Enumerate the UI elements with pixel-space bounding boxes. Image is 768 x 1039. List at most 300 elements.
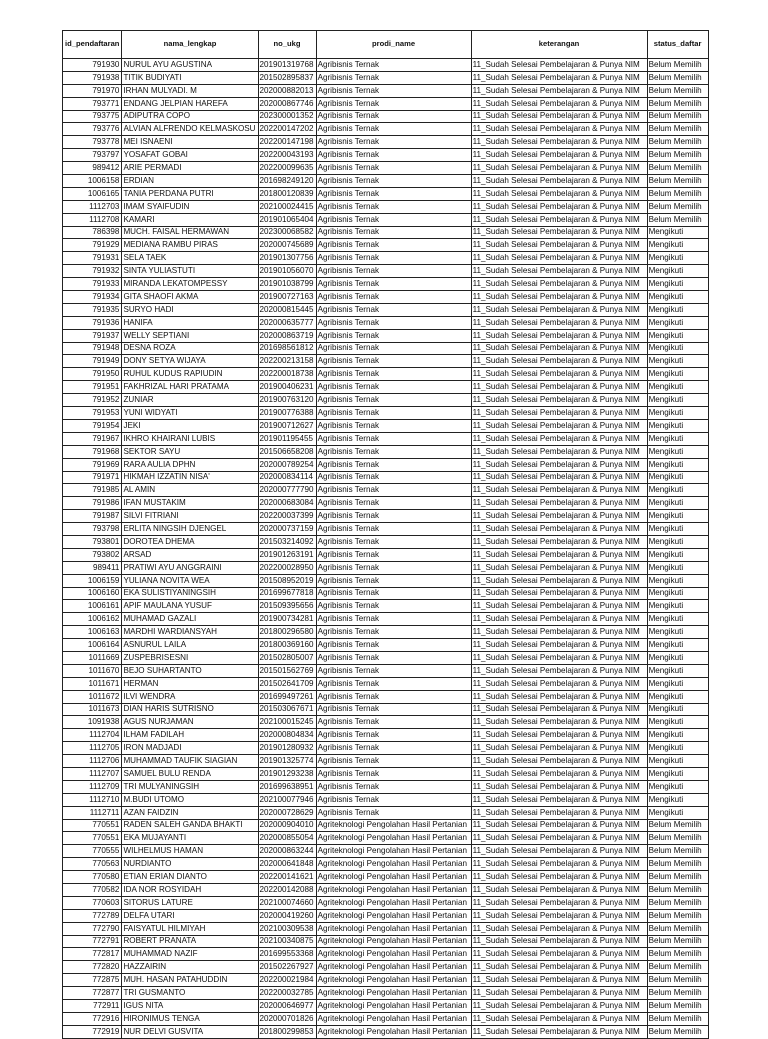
cell-status-daftar: Mengikuti bbox=[647, 278, 708, 291]
cell-prodi-name: Agribisnis Ternak bbox=[316, 755, 471, 768]
cell-id-pendaftaran: 1006162 bbox=[63, 613, 122, 626]
cell-keterangan: 11_Sudah Selesai Pembelajaran & Punya NIM bbox=[471, 291, 647, 304]
cell-id-pendaftaran: 791967 bbox=[63, 432, 122, 445]
cell-prodi-name: Agribisnis Ternak bbox=[316, 690, 471, 703]
table-row bbox=[63, 690, 709, 703]
cell-prodi-name: Agriteknologi Pengolahan Hasil Pertanian bbox=[316, 935, 471, 948]
table-row bbox=[63, 381, 709, 394]
cell-no-ukg: 202300001352 bbox=[258, 110, 316, 123]
cell-prodi-name: Agribisnis Ternak bbox=[316, 729, 471, 742]
table-row bbox=[63, 742, 709, 755]
table-row bbox=[63, 187, 709, 200]
cell-no-ukg: 202000789254 bbox=[258, 458, 316, 471]
cell-no-ukg: 201900734281 bbox=[258, 613, 316, 626]
cell-nama-lengkap: EKA MUJAYANTI bbox=[122, 832, 258, 845]
table-row bbox=[63, 574, 709, 587]
cell-no-ukg: 201502267927 bbox=[258, 961, 316, 974]
cell-id-pendaftaran: 791970 bbox=[63, 84, 122, 97]
table-row bbox=[63, 149, 709, 162]
cell-no-ukg: 202000777790 bbox=[258, 484, 316, 497]
cell-keterangan: 11_Sudah Selesai Pembelajaran & Punya NIM bbox=[471, 690, 647, 703]
cell-nama-lengkap: NURUL AYU AGUSTINA bbox=[122, 59, 258, 72]
cell-no-ukg: 201502641709 bbox=[258, 677, 316, 690]
table-row bbox=[63, 561, 709, 574]
header-prodi-name: prodi_name bbox=[316, 31, 471, 59]
cell-nama-lengkap: SITORUS LATURE bbox=[122, 896, 258, 909]
cell-no-ukg: 201508952019 bbox=[258, 574, 316, 587]
cell-keterangan: 11_Sudah Selesai Pembelajaran & Punya NIM bbox=[471, 574, 647, 587]
cell-id-pendaftaran: 791936 bbox=[63, 316, 122, 329]
table-row bbox=[63, 896, 709, 909]
cell-prodi-name: Agribisnis Ternak bbox=[316, 561, 471, 574]
cell-nama-lengkap: TANIA PERDANA PUTRI bbox=[122, 187, 258, 200]
cell-keterangan: 11_Sudah Selesai Pembelajaran & Punya NIM bbox=[471, 252, 647, 265]
cell-id-pendaftaran: 770551 bbox=[63, 832, 122, 845]
cell-nama-lengkap: MUHAMMAD NAZIF bbox=[122, 948, 258, 961]
cell-nama-lengkap: FAISYATUL HILMIYAH bbox=[122, 922, 258, 935]
cell-id-pendaftaran: 1011672 bbox=[63, 690, 122, 703]
cell-id-pendaftaran: 791930 bbox=[63, 59, 122, 72]
table-row bbox=[63, 342, 709, 355]
cell-nama-lengkap: IFAN MUSTAKIM bbox=[122, 497, 258, 510]
cell-nama-lengkap: WILHELMUS HAMAN bbox=[122, 845, 258, 858]
cell-keterangan: 11_Sudah Selesai Pembelajaran & Punya NIM bbox=[471, 832, 647, 845]
cell-status-daftar: Belum Memilih bbox=[647, 59, 708, 72]
table-row bbox=[63, 278, 709, 291]
table-row bbox=[63, 626, 709, 639]
cell-keterangan: 11_Sudah Selesai Pembelajaran & Punya NIM bbox=[471, 368, 647, 381]
cell-prodi-name: Agribisnis Ternak bbox=[316, 136, 471, 149]
cell-nama-lengkap: ARIE PERMADI bbox=[122, 162, 258, 175]
cell-nama-lengkap: ETIAN ERIAN DIANTO bbox=[122, 871, 258, 884]
cell-no-ukg: 201901307756 bbox=[258, 252, 316, 265]
cell-id-pendaftaran: 791933 bbox=[63, 278, 122, 291]
table-row bbox=[63, 59, 709, 72]
cell-status-daftar: Mengikuti bbox=[647, 419, 708, 432]
cell-status-daftar: Belum Memilih bbox=[647, 858, 708, 871]
cell-id-pendaftaran: 791934 bbox=[63, 291, 122, 304]
cell-prodi-name: Agribisnis Ternak bbox=[316, 355, 471, 368]
cell-status-daftar: Belum Memilih bbox=[647, 884, 708, 897]
cell-id-pendaftaran: 791953 bbox=[63, 407, 122, 420]
cell-nama-lengkap: M.BUDI UTOMO bbox=[122, 793, 258, 806]
cell-no-ukg: 202000834114 bbox=[258, 471, 316, 484]
cell-prodi-name: Agribisnis Ternak bbox=[316, 265, 471, 278]
cell-status-daftar: Belum Memilih bbox=[647, 123, 708, 136]
table-row bbox=[63, 123, 709, 136]
cell-status-daftar: Mengikuti bbox=[647, 639, 708, 652]
cell-prodi-name: Agribisnis Ternak bbox=[316, 187, 471, 200]
cell-no-ukg: 202100024415 bbox=[258, 200, 316, 213]
table-row bbox=[63, 832, 709, 845]
cell-keterangan: 11_Sudah Selesai Pembelajaran & Punya NIM bbox=[471, 342, 647, 355]
cell-id-pendaftaran: 791949 bbox=[63, 355, 122, 368]
cell-id-pendaftaran: 770563 bbox=[63, 858, 122, 871]
table-row bbox=[63, 458, 709, 471]
cell-id-pendaftaran: 793775 bbox=[63, 110, 122, 123]
cell-id-pendaftaran: 791969 bbox=[63, 458, 122, 471]
cell-status-daftar: Mengikuti bbox=[647, 523, 708, 536]
cell-no-ukg: 202200141621 bbox=[258, 871, 316, 884]
cell-no-ukg: 202100074660 bbox=[258, 896, 316, 909]
cell-id-pendaftaran: 791948 bbox=[63, 342, 122, 355]
cell-status-daftar: Mengikuti bbox=[647, 793, 708, 806]
cell-keterangan: 11_Sudah Selesai Pembelajaran & Punya NIM bbox=[471, 394, 647, 407]
cell-keterangan: 11_Sudah Selesai Pembelajaran & Punya NIM bbox=[471, 419, 647, 432]
header-nama-lengkap: nama_lengkap bbox=[122, 31, 258, 59]
cell-status-daftar: Belum Memilih bbox=[647, 84, 708, 97]
cell-prodi-name: Agribisnis Ternak bbox=[316, 381, 471, 394]
cell-prodi-name: Agribisnis Ternak bbox=[316, 780, 471, 793]
cell-prodi-name: Agribisnis Ternak bbox=[316, 419, 471, 432]
table-row bbox=[63, 548, 709, 561]
cell-prodi-name: Agribisnis Ternak bbox=[316, 278, 471, 291]
cell-id-pendaftaran: 791985 bbox=[63, 484, 122, 497]
cell-prodi-name: Agribisnis Ternak bbox=[316, 71, 471, 84]
cell-nama-lengkap: NURDIANTO bbox=[122, 858, 258, 871]
cell-nama-lengkap: DONY SETYA WIJAYA bbox=[122, 355, 258, 368]
cell-status-daftar: Belum Memilih bbox=[647, 819, 708, 832]
cell-no-ukg: 201698249120 bbox=[258, 175, 316, 188]
table-row bbox=[63, 716, 709, 729]
cell-prodi-name: Agribisnis Ternak bbox=[316, 767, 471, 780]
cell-no-ukg: 202000855054 bbox=[258, 832, 316, 845]
cell-keterangan: 11_Sudah Selesai Pembelajaran & Punya NIM bbox=[471, 935, 647, 948]
cell-nama-lengkap: KAMARI bbox=[122, 213, 258, 226]
cell-keterangan: 11_Sudah Selesai Pembelajaran & Punya NIM bbox=[471, 432, 647, 445]
cell-id-pendaftaran: 772877 bbox=[63, 987, 122, 1000]
cell-status-daftar: Mengikuti bbox=[647, 561, 708, 574]
cell-prodi-name: Agriteknologi Pengolahan Hasil Pertanian bbox=[316, 909, 471, 922]
cell-id-pendaftaran: 791931 bbox=[63, 252, 122, 265]
cell-keterangan: 11_Sudah Selesai Pembelajaran & Punya NIM bbox=[471, 149, 647, 162]
cell-id-pendaftaran: 793778 bbox=[63, 136, 122, 149]
cell-no-ukg: 202200147202 bbox=[258, 123, 316, 136]
cell-keterangan: 11_Sudah Selesai Pembelajaran & Punya NIM bbox=[471, 316, 647, 329]
table-row bbox=[63, 329, 709, 342]
cell-nama-lengkap: SAMUEL BULU RENDA bbox=[122, 767, 258, 780]
cell-id-pendaftaran: 1091938 bbox=[63, 716, 122, 729]
cell-nama-lengkap: IRON MADJADI bbox=[122, 742, 258, 755]
cell-prodi-name: Agribisnis Ternak bbox=[316, 613, 471, 626]
cell-no-ukg: 202200099635 bbox=[258, 162, 316, 175]
cell-keterangan: 11_Sudah Selesai Pembelajaran & Punya NIM bbox=[471, 175, 647, 188]
cell-keterangan: 11_Sudah Selesai Pembelajaran & Punya NIM bbox=[471, 987, 647, 1000]
cell-id-pendaftaran: 772791 bbox=[63, 935, 122, 948]
table-row bbox=[63, 432, 709, 445]
cell-status-daftar: Mengikuti bbox=[647, 381, 708, 394]
cell-id-pendaftaran: 772790 bbox=[63, 922, 122, 935]
table-row bbox=[63, 587, 709, 600]
cell-id-pendaftaran: 989412 bbox=[63, 162, 122, 175]
cell-no-ukg: 201900727163 bbox=[258, 291, 316, 304]
cell-keterangan: 11_Sudah Selesai Pembelajaran & Punya NIM bbox=[471, 458, 647, 471]
cell-status-daftar: Belum Memilih bbox=[647, 948, 708, 961]
cell-id-pendaftaran: 772916 bbox=[63, 1012, 122, 1025]
cell-prodi-name: Agriteknologi Pengolahan Hasil Pertanian bbox=[316, 922, 471, 935]
cell-status-daftar: Belum Memilih bbox=[647, 909, 708, 922]
cell-id-pendaftaran: 793801 bbox=[63, 535, 122, 548]
cell-id-pendaftaran: 793802 bbox=[63, 548, 122, 561]
cell-nama-lengkap: HIKMAH IZZATIN NISA' bbox=[122, 471, 258, 484]
table-row bbox=[63, 987, 709, 1000]
table-row bbox=[63, 922, 709, 935]
cell-id-pendaftaran: 1011669 bbox=[63, 651, 122, 664]
cell-prodi-name: Agriteknologi Pengolahan Hasil Pertanian bbox=[316, 845, 471, 858]
cell-id-pendaftaran: 793798 bbox=[63, 523, 122, 536]
cell-nama-lengkap: NUR DELVI GUSVITA bbox=[122, 1025, 258, 1038]
cell-status-daftar: Belum Memilih bbox=[647, 1025, 708, 1038]
cell-keterangan: 11_Sudah Selesai Pembelajaran & Punya NIM bbox=[471, 961, 647, 974]
cell-id-pendaftaran: 1112704 bbox=[63, 729, 122, 742]
cell-id-pendaftaran: 791935 bbox=[63, 303, 122, 316]
cell-status-daftar: Mengikuti bbox=[647, 574, 708, 587]
cell-status-daftar: Mengikuti bbox=[647, 613, 708, 626]
table-row bbox=[63, 291, 709, 304]
cell-nama-lengkap: SILVI FITRIANI bbox=[122, 510, 258, 523]
cell-status-daftar: Mengikuti bbox=[647, 806, 708, 819]
cell-nama-lengkap: ARSAD bbox=[122, 548, 258, 561]
cell-status-daftar: Belum Memilih bbox=[647, 162, 708, 175]
cell-nama-lengkap: TRI GUSMANTO bbox=[122, 987, 258, 1000]
cell-nama-lengkap: IMAM SYAIFUDIN bbox=[122, 200, 258, 213]
table-row bbox=[63, 407, 709, 420]
table-row bbox=[63, 639, 709, 652]
cell-prodi-name: Agribisnis Ternak bbox=[316, 677, 471, 690]
cell-no-ukg: 202200018738 bbox=[258, 368, 316, 381]
cell-status-daftar: Belum Memilih bbox=[647, 187, 708, 200]
table-row bbox=[63, 767, 709, 780]
cell-status-daftar: Mengikuti bbox=[647, 716, 708, 729]
cell-keterangan: 11_Sudah Selesai Pembelajaran & Punya NIM bbox=[471, 1025, 647, 1038]
cell-keterangan: 11_Sudah Selesai Pembelajaran & Punya NIM bbox=[471, 767, 647, 780]
cell-no-ukg: 202000728629 bbox=[258, 806, 316, 819]
cell-status-daftar: Mengikuti bbox=[647, 329, 708, 342]
cell-nama-lengkap: FAKHRIZAL HARI PRATAMA bbox=[122, 381, 258, 394]
table-row bbox=[63, 110, 709, 123]
table-row bbox=[63, 523, 709, 536]
cell-status-daftar: Mengikuti bbox=[647, 407, 708, 420]
cell-status-daftar: Mengikuti bbox=[647, 316, 708, 329]
cell-keterangan: 11_Sudah Selesai Pembelajaran & Punya NIM bbox=[471, 239, 647, 252]
cell-prodi-name: Agribisnis Ternak bbox=[316, 587, 471, 600]
cell-status-daftar: Belum Memilih bbox=[647, 832, 708, 845]
cell-prodi-name: Agribisnis Ternak bbox=[316, 342, 471, 355]
cell-status-daftar: Mengikuti bbox=[647, 252, 708, 265]
cell-no-ukg: 202000904010 bbox=[258, 819, 316, 832]
cell-nama-lengkap: SELA TAEK bbox=[122, 252, 258, 265]
cell-id-pendaftaran: 1006161 bbox=[63, 600, 122, 613]
cell-keterangan: 11_Sudah Selesai Pembelajaran & Punya NIM bbox=[471, 884, 647, 897]
cell-id-pendaftaran: 791929 bbox=[63, 239, 122, 252]
cell-prodi-name: Agribisnis Ternak bbox=[316, 368, 471, 381]
cell-no-ukg: 202000419260 bbox=[258, 909, 316, 922]
cell-status-daftar: Belum Memilih bbox=[647, 149, 708, 162]
cell-no-ukg: 201502805007 bbox=[258, 651, 316, 664]
cell-id-pendaftaran: 1006165 bbox=[63, 187, 122, 200]
cell-keterangan: 11_Sudah Selesai Pembelajaran & Punya NIM bbox=[471, 59, 647, 72]
table-row bbox=[63, 600, 709, 613]
cell-id-pendaftaran: 772817 bbox=[63, 948, 122, 961]
cell-no-ukg: 201900776388 bbox=[258, 407, 316, 420]
table-row bbox=[63, 471, 709, 484]
table-row bbox=[63, 213, 709, 226]
cell-nama-lengkap: AGUS NURJAMAN bbox=[122, 716, 258, 729]
cell-prodi-name: Agribisnis Ternak bbox=[316, 510, 471, 523]
cell-id-pendaftaran: 770551 bbox=[63, 819, 122, 832]
cell-keterangan: 11_Sudah Selesai Pembelajaran & Punya NIM bbox=[471, 974, 647, 987]
cell-id-pendaftaran: 1006164 bbox=[63, 639, 122, 652]
cell-prodi-name: Agribisnis Ternak bbox=[316, 162, 471, 175]
table-header bbox=[63, 31, 709, 59]
cell-no-ukg: 202000863719 bbox=[258, 329, 316, 342]
cell-prodi-name: Agriteknologi Pengolahan Hasil Pertanian bbox=[316, 832, 471, 845]
cell-keterangan: 11_Sudah Selesai Pembelajaran & Punya NIM bbox=[471, 329, 647, 342]
cell-keterangan: 11_Sudah Selesai Pembelajaran & Punya NIM bbox=[471, 278, 647, 291]
cell-prodi-name: Agribisnis Ternak bbox=[316, 664, 471, 677]
table-row bbox=[63, 729, 709, 742]
cell-nama-lengkap: ERLITA NINGSIH DJENGEL bbox=[122, 523, 258, 536]
cell-no-ukg: 201699677818 bbox=[258, 587, 316, 600]
cell-nama-lengkap: TITIK BUDIYATI bbox=[122, 71, 258, 84]
cell-nama-lengkap: WELLY SEPTIANI bbox=[122, 329, 258, 342]
cell-nama-lengkap: TRI MULYANINGSIH bbox=[122, 780, 258, 793]
cell-no-ukg: 202000635777 bbox=[258, 316, 316, 329]
cell-nama-lengkap: YUNI WIDYATI bbox=[122, 407, 258, 420]
table-row bbox=[63, 961, 709, 974]
cell-no-ukg: 201501562769 bbox=[258, 664, 316, 677]
cell-prodi-name: Agribisnis Ternak bbox=[316, 329, 471, 342]
cell-no-ukg: 201900712627 bbox=[258, 419, 316, 432]
cell-no-ukg: 201901195455 bbox=[258, 432, 316, 445]
table-row bbox=[63, 497, 709, 510]
cell-id-pendaftaran: 772875 bbox=[63, 974, 122, 987]
cell-status-daftar: Mengikuti bbox=[647, 729, 708, 742]
cell-prodi-name: Agribisnis Ternak bbox=[316, 213, 471, 226]
cell-no-ukg: 201901038799 bbox=[258, 278, 316, 291]
cell-keterangan: 11_Sudah Selesai Pembelajaran & Punya NIM bbox=[471, 445, 647, 458]
header-id-pendaftaran: id_pendaftaran bbox=[63, 31, 122, 59]
cell-no-ukg: 202000701826 bbox=[258, 1012, 316, 1025]
cell-keterangan: 11_Sudah Selesai Pembelajaran & Punya NIM bbox=[471, 136, 647, 149]
cell-prodi-name: Agribisnis Ternak bbox=[316, 523, 471, 536]
cell-keterangan: 11_Sudah Selesai Pembelajaran & Punya NIM bbox=[471, 677, 647, 690]
cell-id-pendaftaran: 793797 bbox=[63, 149, 122, 162]
cell-nama-lengkap: ILHAM FADILAH bbox=[122, 729, 258, 742]
cell-no-ukg: 201900406231 bbox=[258, 381, 316, 394]
cell-prodi-name: Agriteknologi Pengolahan Hasil Pertanian bbox=[316, 896, 471, 909]
table-row bbox=[63, 858, 709, 871]
cell-nama-lengkap: ERDIAN bbox=[122, 175, 258, 188]
cell-id-pendaftaran: 1011673 bbox=[63, 703, 122, 716]
cell-prodi-name: Agribisnis Ternak bbox=[316, 639, 471, 652]
cell-nama-lengkap: MUHAMAD GAZALI bbox=[122, 613, 258, 626]
cell-status-daftar: Belum Memilih bbox=[647, 987, 708, 1000]
cell-id-pendaftaran: 793771 bbox=[63, 97, 122, 110]
cell-id-pendaftaran: 770580 bbox=[63, 871, 122, 884]
cell-status-daftar: Mengikuti bbox=[647, 497, 708, 510]
cell-id-pendaftaran: 791950 bbox=[63, 368, 122, 381]
table-row bbox=[63, 265, 709, 278]
cell-id-pendaftaran: 791968 bbox=[63, 445, 122, 458]
table-row bbox=[63, 445, 709, 458]
cell-keterangan: 11_Sudah Selesai Pembelajaran & Punya NIM bbox=[471, 948, 647, 961]
cell-nama-lengkap: MIRANDA LEKATOMPESSY bbox=[122, 278, 258, 291]
cell-prodi-name: Agriteknologi Pengolahan Hasil Pertanian bbox=[316, 871, 471, 884]
cell-no-ukg: 202300068582 bbox=[258, 226, 316, 239]
cell-keterangan: 11_Sudah Selesai Pembelajaran & Punya NIM bbox=[471, 626, 647, 639]
cell-status-daftar: Belum Memilih bbox=[647, 961, 708, 974]
cell-nama-lengkap: SEKTOR SAYU bbox=[122, 445, 258, 458]
cell-keterangan: 11_Sudah Selesai Pembelajaran & Punya NIM bbox=[471, 742, 647, 755]
cell-nama-lengkap: DOROTEA DHEMA bbox=[122, 535, 258, 548]
cell-status-daftar: Mengikuti bbox=[647, 587, 708, 600]
cell-nama-lengkap: DELFA UTARI bbox=[122, 909, 258, 922]
cell-nama-lengkap: ZUSPEBRISESNI bbox=[122, 651, 258, 664]
cell-nama-lengkap: ROBERT PRANATA bbox=[122, 935, 258, 948]
cell-no-ukg: 202200037399 bbox=[258, 510, 316, 523]
cell-keterangan: 11_Sudah Selesai Pembelajaran & Punya NIM bbox=[471, 162, 647, 175]
cell-prodi-name: Agribisnis Ternak bbox=[316, 548, 471, 561]
table-row bbox=[63, 355, 709, 368]
cell-keterangan: 11_Sudah Selesai Pembelajaran & Punya NIM bbox=[471, 123, 647, 136]
cell-nama-lengkap: MEDIANA RAMBU PIRAS bbox=[122, 239, 258, 252]
cell-keterangan: 11_Sudah Selesai Pembelajaran & Punya NIM bbox=[471, 703, 647, 716]
table-row bbox=[63, 793, 709, 806]
cell-no-ukg: 201503214092 bbox=[258, 535, 316, 548]
cell-no-ukg: 201901065404 bbox=[258, 213, 316, 226]
cell-id-pendaftaran: 770582 bbox=[63, 884, 122, 897]
cell-no-ukg: 201901325774 bbox=[258, 755, 316, 768]
cell-nama-lengkap: JEKI bbox=[122, 419, 258, 432]
cell-id-pendaftaran: 791932 bbox=[63, 265, 122, 278]
cell-no-ukg: 202000646977 bbox=[258, 1000, 316, 1013]
cell-id-pendaftaran: 791954 bbox=[63, 419, 122, 432]
cell-status-daftar: Mengikuti bbox=[647, 432, 708, 445]
cell-prodi-name: Agriteknologi Pengolahan Hasil Pertanian bbox=[316, 987, 471, 1000]
cell-prodi-name: Agribisnis Ternak bbox=[316, 394, 471, 407]
cell-id-pendaftaran: 1112710 bbox=[63, 793, 122, 806]
cell-prodi-name: Agriteknologi Pengolahan Hasil Pertanian bbox=[316, 1000, 471, 1013]
cell-status-daftar: Mengikuti bbox=[647, 600, 708, 613]
cell-id-pendaftaran: 772789 bbox=[63, 909, 122, 922]
table-row bbox=[63, 136, 709, 149]
cell-nama-lengkap: MEI ISNAENI bbox=[122, 136, 258, 149]
cell-prodi-name: Agribisnis Ternak bbox=[316, 226, 471, 239]
cell-no-ukg: 202200032785 bbox=[258, 987, 316, 1000]
cell-nama-lengkap: AZAN FAIDZIN bbox=[122, 806, 258, 819]
cell-keterangan: 11_Sudah Selesai Pembelajaran & Punya NIM bbox=[471, 1000, 647, 1013]
cell-keterangan: 11_Sudah Selesai Pembelajaran & Punya NIM bbox=[471, 213, 647, 226]
cell-no-ukg: 202200142088 bbox=[258, 884, 316, 897]
cell-prodi-name: Agribisnis Ternak bbox=[316, 574, 471, 587]
cell-no-ukg: 201699638951 bbox=[258, 780, 316, 793]
cell-keterangan: 11_Sudah Selesai Pembelajaran & Punya NIM bbox=[471, 561, 647, 574]
cell-keterangan: 11_Sudah Selesai Pembelajaran & Punya NIM bbox=[471, 819, 647, 832]
cell-no-ukg: 201901293238 bbox=[258, 767, 316, 780]
cell-prodi-name: Agribisnis Ternak bbox=[316, 407, 471, 420]
cell-status-daftar: Mengikuti bbox=[647, 484, 708, 497]
cell-prodi-name: Agribisnis Ternak bbox=[316, 742, 471, 755]
cell-id-pendaftaran: 791951 bbox=[63, 381, 122, 394]
table-row bbox=[63, 419, 709, 432]
cell-status-daftar: Belum Memilih bbox=[647, 175, 708, 188]
cell-id-pendaftaran: 770555 bbox=[63, 845, 122, 858]
cell-keterangan: 11_Sudah Selesai Pembelajaran & Punya NIM bbox=[471, 613, 647, 626]
cell-no-ukg: 201901263191 bbox=[258, 548, 316, 561]
cell-status-daftar: Belum Memilih bbox=[647, 71, 708, 84]
cell-prodi-name: Agribisnis Ternak bbox=[316, 316, 471, 329]
